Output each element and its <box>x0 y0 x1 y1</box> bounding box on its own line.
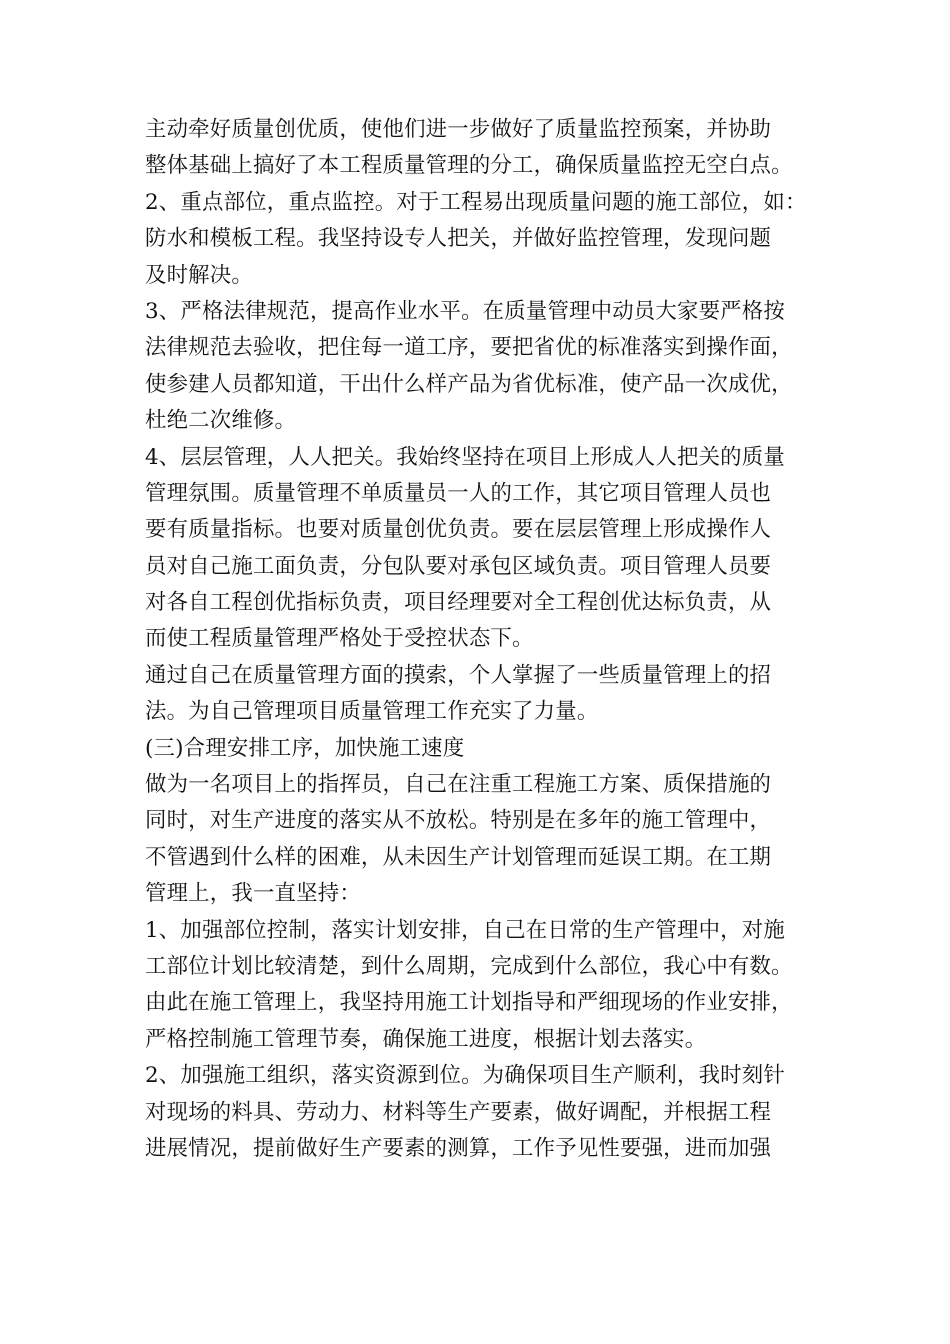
text-line: 2、加强施工组织，落实资源到位。为确保项目生产顺利，我时刻针 <box>145 1063 785 1089</box>
text-line: 对各自工程创优指标负责，项目经理要对全工程创优达标负责，从 <box>145 590 772 616</box>
text-line: 要有质量指标。也要对质量创优负责。要在层层管理上形成操作人 <box>145 517 772 543</box>
section-heading: (三)合理安排工序，加快施工速度 <box>145 735 465 761</box>
text-line: 不管遇到什么样的困难，从未因生产计划管理而延误工期。在工期 <box>145 844 772 870</box>
text-line: 严格控制施工管理节奏，确保施工进度，根据计划去落实。 <box>145 1026 707 1052</box>
text-line: 进展情况，提前做好生产要素的测算，工作予见性要强，进而加强 <box>145 1135 772 1161</box>
text-line: 员对自己施工面负责，分包队要对承包区域负责。项目管理人员要 <box>145 553 772 579</box>
text-line: 使参建人员都知道，干出什么样产品为省优标准，使产品一次成优， <box>145 371 793 397</box>
text-line: 4、层层管理，人人把关。我始终坚持在项目上形成人人把关的质量 <box>145 444 785 470</box>
text-line: 而使工程质量管理严格处于受控状态下。 <box>145 626 534 652</box>
text-line: 对现场的料具、劳动力、材料等生产要素，做好调配，并根据工程 <box>145 1099 772 1125</box>
text-line: 法。为自己管理项目质量管理工作充实了力量。 <box>145 699 599 725</box>
text-line: 整体基础上搞好了本工程质量管理的分工，确保质量监控无空白点。 <box>145 153 793 179</box>
text-line: 管理氛围。质量管理不单质量员一人的工作，其它项目管理人员也 <box>145 480 772 506</box>
document-body <box>145 112 825 1167</box>
text-line: 防水和模板工程。我坚持设专人把关，并做好监控管理，发现问题 <box>145 226 772 252</box>
text-line: 1、加强部位控制，落实计划安排，自己在日常的生产管理中，对施 <box>145 917 785 943</box>
text-line: 主动牵好质量创优质，使他们进一步做好了质量监控预案，并协助 <box>145 117 772 142</box>
text-line: 及时解决。 <box>145 262 253 288</box>
text-line: 法律规范去验收，把住每一道工序，要把省优的标准落实到操作面， <box>145 335 793 361</box>
text-line: 3、严格法律规范，提高作业水平。在质量管理中动员大家要严格按 <box>145 298 785 324</box>
text-line: 通过自己在质量管理方面的摸索，个人掌握了一些质量管理上的招 <box>145 662 772 688</box>
text-line: 杜绝二次维修。 <box>145 408 297 434</box>
text-line: 2、重点部位，重点监控。对于工程易出现质量问题的施工部位，如： <box>145 189 807 215</box>
text-line: 由此在施工管理上，我坚持用施工计划指导和严细现场的作业安排， <box>145 990 793 1016</box>
text-line: 管理上，我一直坚持： <box>145 881 361 907</box>
text-line: 工部位计划比较清楚，到什么周期，完成到什么部位，我心中有数。 <box>145 953 793 979</box>
text-line: 同时，对生产进度的落实从不放松。特别是在多年的施工管理中， <box>145 808 772 834</box>
text-line: 做为一名项目上的指挥员，自己在注重工程施工方案、质保措施的 <box>145 772 772 798</box>
